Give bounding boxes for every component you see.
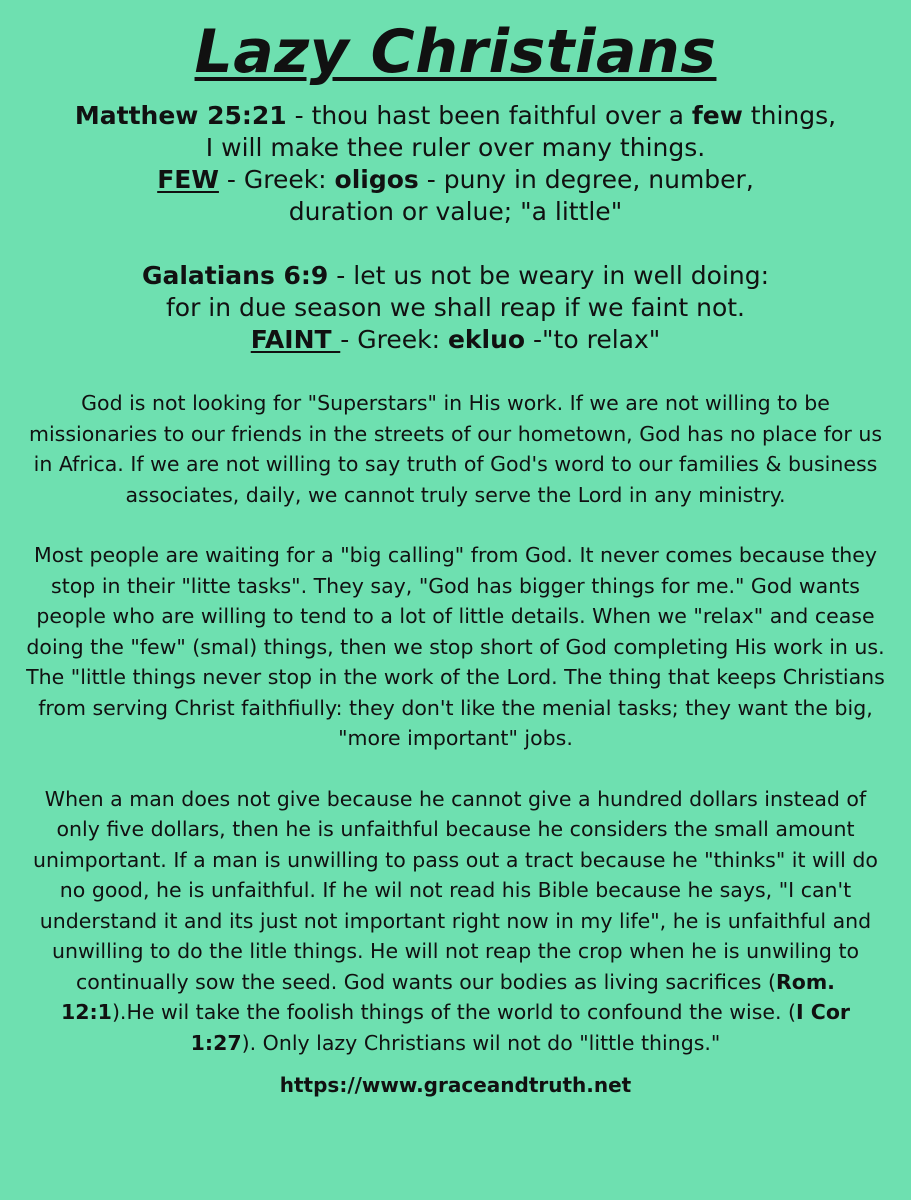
few-word: FEW (157, 165, 219, 194)
verse-galatians (26, 260, 885, 356)
verse-matthew-def-line (26, 164, 885, 196)
verse-matthew-line2: I will make thee ruler over many things. (205, 133, 706, 162)
verse-matthew (26, 100, 885, 228)
verse-galatians-ref: Galatians 6:9 (141, 261, 329, 290)
romans-reference: Rom. 12:1 (60, 969, 835, 1024)
paragraph-big-calling: Most people are waiting for a "big calling" from God. It never comes because they stop in their "litte tasks". They say, "God has bigger things for me." God wants people who are willing to tend to a lot of little details. When we "relax" and cease doing the "few" (smal) things, then we stop short of God completing His work in us. The "little things never stop in the work of the Lord. The thing that keeps Christians from serving Christ faithfiully: they don't like the menial tasks; they want the big, "more important" jobs. (26, 543, 885, 750)
page-title: Lazy Christians (194, 17, 717, 87)
verse-galatians-line2: for in due season we shall reap if we faint not. (165, 293, 745, 322)
paragraph-unfaithful-text-b: ).He wil take the foolish things of the world to confound the wise. ( (111, 1000, 797, 1024)
few-greek-prefix: - Greek: (218, 165, 335, 194)
paragraph-superstars: God is not looking for "Superstars" in His work. If we are not willing to be missionaries to our friends in the streets of our hometown, God has no place for us in Africa. If we are not willing to say truth of God's word to our families & business associates, daily, we cannot truly serve the Lord in any ministry. (28, 391, 883, 507)
paragraph-unfaithful-text-c: ). Only lazy Christians wil not do "little things." (241, 1030, 721, 1055)
verse-matthew-text-a: - thou hast been faithful over a (286, 101, 692, 130)
verse-matthew-emph: few (691, 101, 743, 130)
verse-matthew-text-b: things, (742, 101, 837, 130)
verse-matthew-ref: Matthew 25:21 (74, 101, 287, 130)
faint-greek-prefix: - Greek: (340, 325, 448, 354)
few-greek-word: oligos (334, 165, 419, 194)
few-definition-b: duration or value; "a little" (288, 197, 623, 226)
few-definition-a: - puny in degree, number, (418, 165, 754, 194)
faint-greek-word: ekluo (447, 325, 526, 354)
paragraph-unfaithful-text-a: When a man does not give because he cannot give a hundred dollars instead of only five dollars, then he is unfaithful because he considers the small amount unimportant. If a man is unwilling to pass out a tract because he "thinks" it will do no good, he is unfaithful. If he wil not read his Bible because he says, "I can't understand it and its just not important right now in my life", he is unfaithful and unwilling to do the litle things. He will not reap the crop when he is unwiling to continually sow the seed. God wants our bodies as living sacrifices ( (33, 786, 878, 994)
verse-galatians-def-line (26, 324, 885, 356)
paragraph-unfaithful (26, 784, 885, 1059)
footer-url[interactable]: https://www.graceandtruth.net (279, 1073, 632, 1097)
faint-word: FAINT (250, 325, 341, 354)
verse-galatians-line1 (26, 260, 885, 292)
corinthians-reference: I Cor 1:27 (190, 1000, 851, 1055)
verse-galatians-text-a: - let us not be weary in well doing: (328, 261, 770, 290)
verse-matthew-line1 (26, 100, 885, 132)
faint-definition: -"to relax" (525, 325, 661, 354)
